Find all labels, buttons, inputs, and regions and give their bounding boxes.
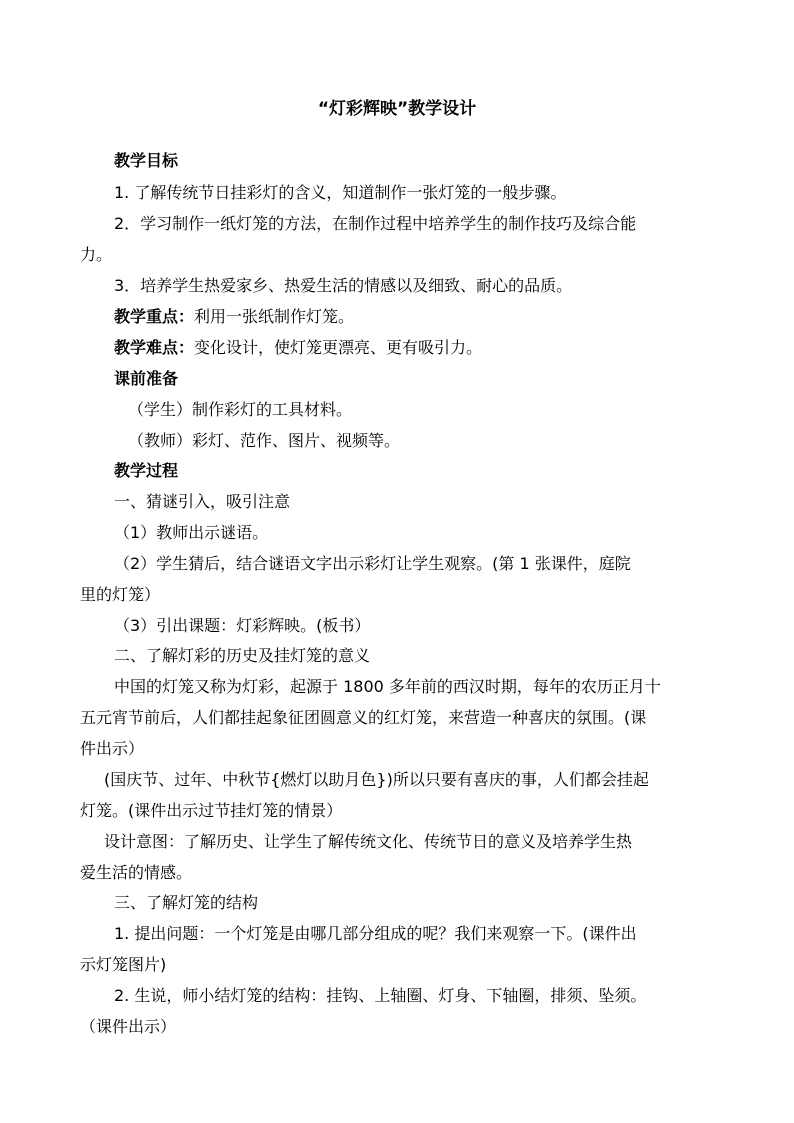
lantern-history-line-1: 中国的灯笼又称为灯彩，起源于 1800 多年前的西汉时期，每年的农历正月十 — [114, 677, 661, 696]
heading-teaching-process: 教学过程 — [114, 461, 179, 480]
section-1-heading: 一、猜谜引入，吸引注意 — [114, 492, 291, 511]
process-step-2: （2）学生猜后，结合谜语文字出示彩灯让学生观察。(第 1 张课件，庭院 — [114, 554, 631, 573]
lantern-history-line-3: 件出示） — [80, 739, 145, 758]
section-3-heading: 三、了解灯笼的结构 — [114, 893, 259, 912]
design-intent-line-1: 设计意图：了解历史、让学生了解传统文化、传统节日的意义及培养学生热 — [104, 832, 633, 851]
lantern-history-line-2: 五元宵节前后，人们都挂起象征团圆意义的红灯笼，来营造一种喜庆的氛围。(课 — [80, 708, 647, 727]
section-2-heading: 二、了解灯彩的历史及挂灯笼的意义 — [114, 646, 371, 665]
process-step-3: （3）引出课题：灯彩辉映。(板书） — [114, 616, 371, 635]
teaching-difficulty: 教学难点：变化设计，使灯笼更漂亮、更有吸引力。 — [114, 338, 483, 357]
process-step-2-continued: 里的灯笼） — [80, 585, 161, 604]
objective-2-continued: 力。 — [80, 245, 113, 264]
festival-line-2: 灯笼。(课件出示过节挂灯笼的情景） — [80, 801, 343, 820]
festival-line-1: (国庆节、过年、中秋节{燃灯以助月色})所以只要有喜庆的事，人们都会挂起 — [104, 770, 649, 789]
preparation-teacher: （教师）彩灯、范作、图片、视频等。 — [128, 431, 401, 450]
structure-step-2: 2. 生说，师小结灯笼的结构：挂钩、上轴圈、灯身、下轴圈，排须、坠须。 — [114, 986, 647, 1005]
design-intent-line-2: 爱生活的情感。 — [80, 863, 193, 882]
structure-step-1: 1. 提出问题：一个灯笼是由哪几部分组成的呢？我们来观察一下。(课件出 — [114, 924, 637, 943]
document-title: “灯彩辉映”教学设计 — [317, 99, 477, 119]
structure-step-2-continued: （课件出示） — [80, 1017, 177, 1036]
objective-3: 3．培养学生热爱家乡、热爱生活的情感以及细致、耐心的品质。 — [114, 276, 573, 295]
objective-1: 1. 了解传统节日挂彩灯的含义，知道制作一张灯笼的一般步骤。 — [114, 183, 567, 202]
teaching-key-point: 教学重点：利用一张纸制作灯笼。 — [114, 307, 355, 326]
process-step-1: （1）教师出示谜语。 — [114, 523, 269, 542]
objective-2: 2．学习制作一纸灯笼的方法，在制作过程中培养学生的制作技巧及综合能 — [114, 214, 637, 233]
heading-preparation: 课前准备 — [114, 369, 179, 388]
heading-teaching-objectives: 教学目标 — [114, 151, 179, 170]
structure-step-1-continued: 示灯笼图片) — [80, 955, 167, 974]
preparation-students: （学生）制作彩灯的工具材料。 — [128, 400, 353, 419]
